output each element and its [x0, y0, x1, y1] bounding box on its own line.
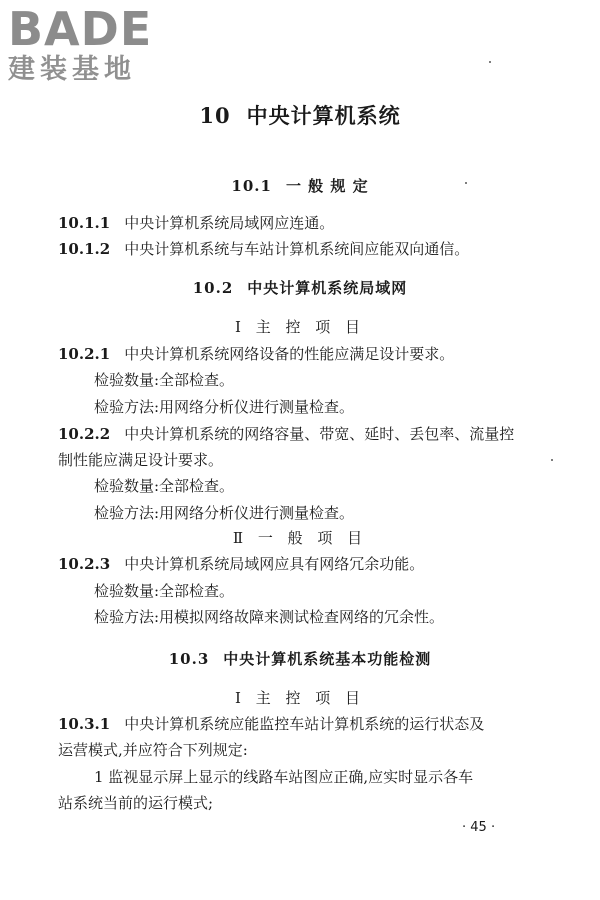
section-heading-10-1	[0, 175, 600, 196]
watermark-logo	[8, 2, 173, 86]
subheading-general-items: Ⅱ 一 般 项 目	[232, 529, 368, 547]
inspection-method: 检验方法:用网络分析仪进行测量检查。	[94, 398, 355, 416]
section-number: 10.1	[231, 177, 272, 195]
list-item-1: 1 监视显示屏上显示的线路车站图应正确,应实时显示各车	[94, 768, 474, 786]
inspection-quantity: 检验数量:全部检查。	[94, 371, 235, 389]
section-title: 中央计算机系统基本功能检测	[223, 650, 432, 668]
clause-code: 10.3.1	[58, 715, 111, 733]
clause-10-3-1	[58, 713, 484, 735]
chapter-number: 10	[199, 103, 231, 128]
subheading-main-items: Ⅰ 主 控 项 目	[235, 689, 365, 707]
chapter-title	[0, 100, 600, 130]
inspection-method: 检验方法:用网络分析仪进行测量检查。	[94, 504, 355, 522]
section-heading-10-3	[0, 648, 600, 669]
clause-10-2-1	[58, 343, 454, 365]
scan-speck	[465, 182, 467, 184]
clause-10-2-3	[58, 553, 424, 575]
clause-10-2-2	[58, 423, 514, 445]
section-title: 一 般 规 定	[285, 177, 369, 195]
clause-text: 中央计算机系统局域网应连通。	[124, 214, 335, 232]
scan-speck	[551, 459, 553, 461]
list-item-continuation: 站系统当前的运行模式;	[58, 794, 214, 812]
inspection-method: 检验方法:用模拟网络故障来测试检查网络的冗余性。	[94, 608, 445, 626]
clause-text: 中央计算机系统的网络容量、带宽、延时、丢包率、流量控	[124, 425, 515, 443]
clause-code: 10.1.2	[58, 240, 111, 258]
subheading-main-items: Ⅰ 主 控 项 目	[235, 318, 365, 336]
inspection-quantity: 检验数量:全部检查。	[94, 582, 235, 600]
watermark-brand: BADE	[8, 2, 153, 56]
clause-code: 10.2.2	[58, 425, 111, 443]
clause-10-1-2	[58, 238, 469, 260]
section-heading-10-2	[0, 277, 600, 298]
clause-code: 10.2.1	[58, 345, 111, 363]
clause-text: 中央计算机系统与车站计算机系统间应能双向通信。	[124, 240, 470, 258]
chapter-title-text: 中央计算机系统	[246, 103, 401, 128]
clause-text: 中央计算机系统网络设备的性能应满足设计要求。	[124, 345, 455, 363]
clause-code: 10.2.3	[58, 555, 111, 573]
clause-continuation: 运营模式,并应符合下列规定:	[58, 741, 248, 759]
watermark-subtitle: 建装基地	[8, 54, 136, 85]
section-number: 10.3	[168, 650, 210, 668]
inspection-quantity: 检验数量:全部检查。	[94, 477, 235, 495]
scan-speck	[489, 61, 491, 63]
section-title: 中央计算机系统局域网	[247, 279, 408, 297]
clause-10-1-1	[58, 212, 334, 234]
section-number: 10.2	[192, 279, 234, 297]
clause-text: 中央计算机系统局域网应具有网络冗余功能。	[124, 555, 425, 573]
page-number: · 45 ·	[462, 820, 496, 835]
clause-text: 中央计算机系统应能监控车站计算机系统的运行状态及	[124, 715, 485, 733]
clause-code: 10.1.1	[58, 214, 111, 232]
clause-continuation: 制性能应满足设计要求。	[58, 451, 224, 469]
